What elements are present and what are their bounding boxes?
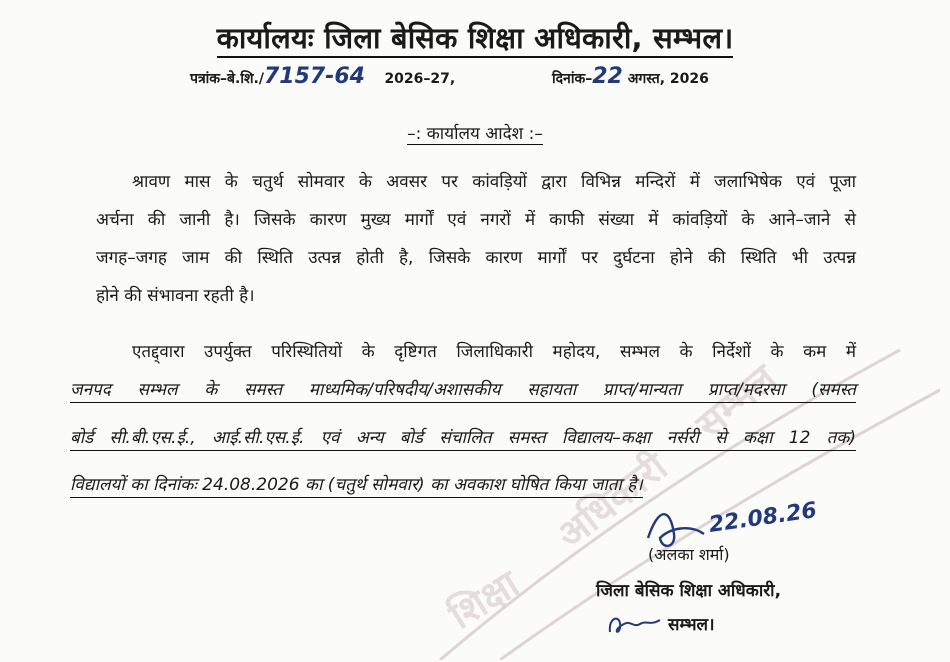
signatory-name: (अलका शर्मा)	[648, 545, 730, 564]
signatory-place: सम्भल।	[668, 615, 715, 635]
svg-text:सम्भल: सम्भल	[687, 355, 785, 447]
initials-mark	[604, 610, 666, 638]
date-day-handwritten: 22	[592, 64, 623, 89]
para1-line3: जगह–जगह जाम की स्थिति उत्पन्न होती है, जिसके कारण मार्गों पर दुर्घटना होने की स्थिति भी उत्पन्न	[96, 248, 856, 268]
para1-line2: अर्चना की जानी है। जिसके कारण मुख्य मार्गों एवं नगरों में काफी संख्या में कांवड़ियों के आने–जाने से	[96, 210, 856, 230]
order-heading: –: कार्यालय आदेश :–	[407, 124, 543, 144]
para2-line4: विद्यालयों का दिनांकः 24.08.2026 का (चतुर्थ सोमवार) का अवकाश घोषित किया जाता है।	[70, 473, 770, 498]
signatory-designation: जिला बेसिक शिक्षा अधिकारी,	[596, 581, 782, 601]
svg-text:शिक्षा: शिक्षा	[441, 561, 527, 638]
para1-line4: होने की संभावना रहती है।	[96, 286, 255, 306]
para2-line3: बोर्ड सी.बी.एस.ई., आई.सी.एस.ई. एवं अन्य बोर्ड संचालित समस्त विद्यालय–कक्षा नर्सरी से कक्षा 12 तक)	[70, 426, 856, 451]
reference-number: पत्रांक–बे.शि./7157-64 2026–27,	[190, 64, 456, 89]
signature-date: 22.08.26	[707, 498, 819, 538]
para2-line1: एतद्द्वारा उपर्युक्त परिस्थितियों के दृष्टिगत जिलाधिकारी महोदय, सम्भल के निर्देशों के कम में	[132, 342, 856, 362]
ref-number-handwritten: 7157-64	[263, 64, 365, 89]
svg-text:अधिकारी: अधिकारी	[548, 444, 676, 558]
document-date: दिनांक–22 अगस्त, 2026	[552, 64, 709, 89]
office-title: कार्यालयः जिला बेसिक शिक्षा अधिकारी, सम्भल।	[0, 18, 950, 57]
para1-line1: श्रावण मास के चतुर्थ सोमवार के अवसर पर कांवड़ियों द्वारा विभिन्न मन्दिरों में जलाभिषेक एवं पूजा	[132, 172, 856, 192]
para2-line2: जनपद सम्भल के समस्त माध्यमिक/परिषदीय/अशासकीय सहायता प्राप्त/मान्यता प्राप्त/मदरसा (समस्त	[70, 378, 856, 403]
